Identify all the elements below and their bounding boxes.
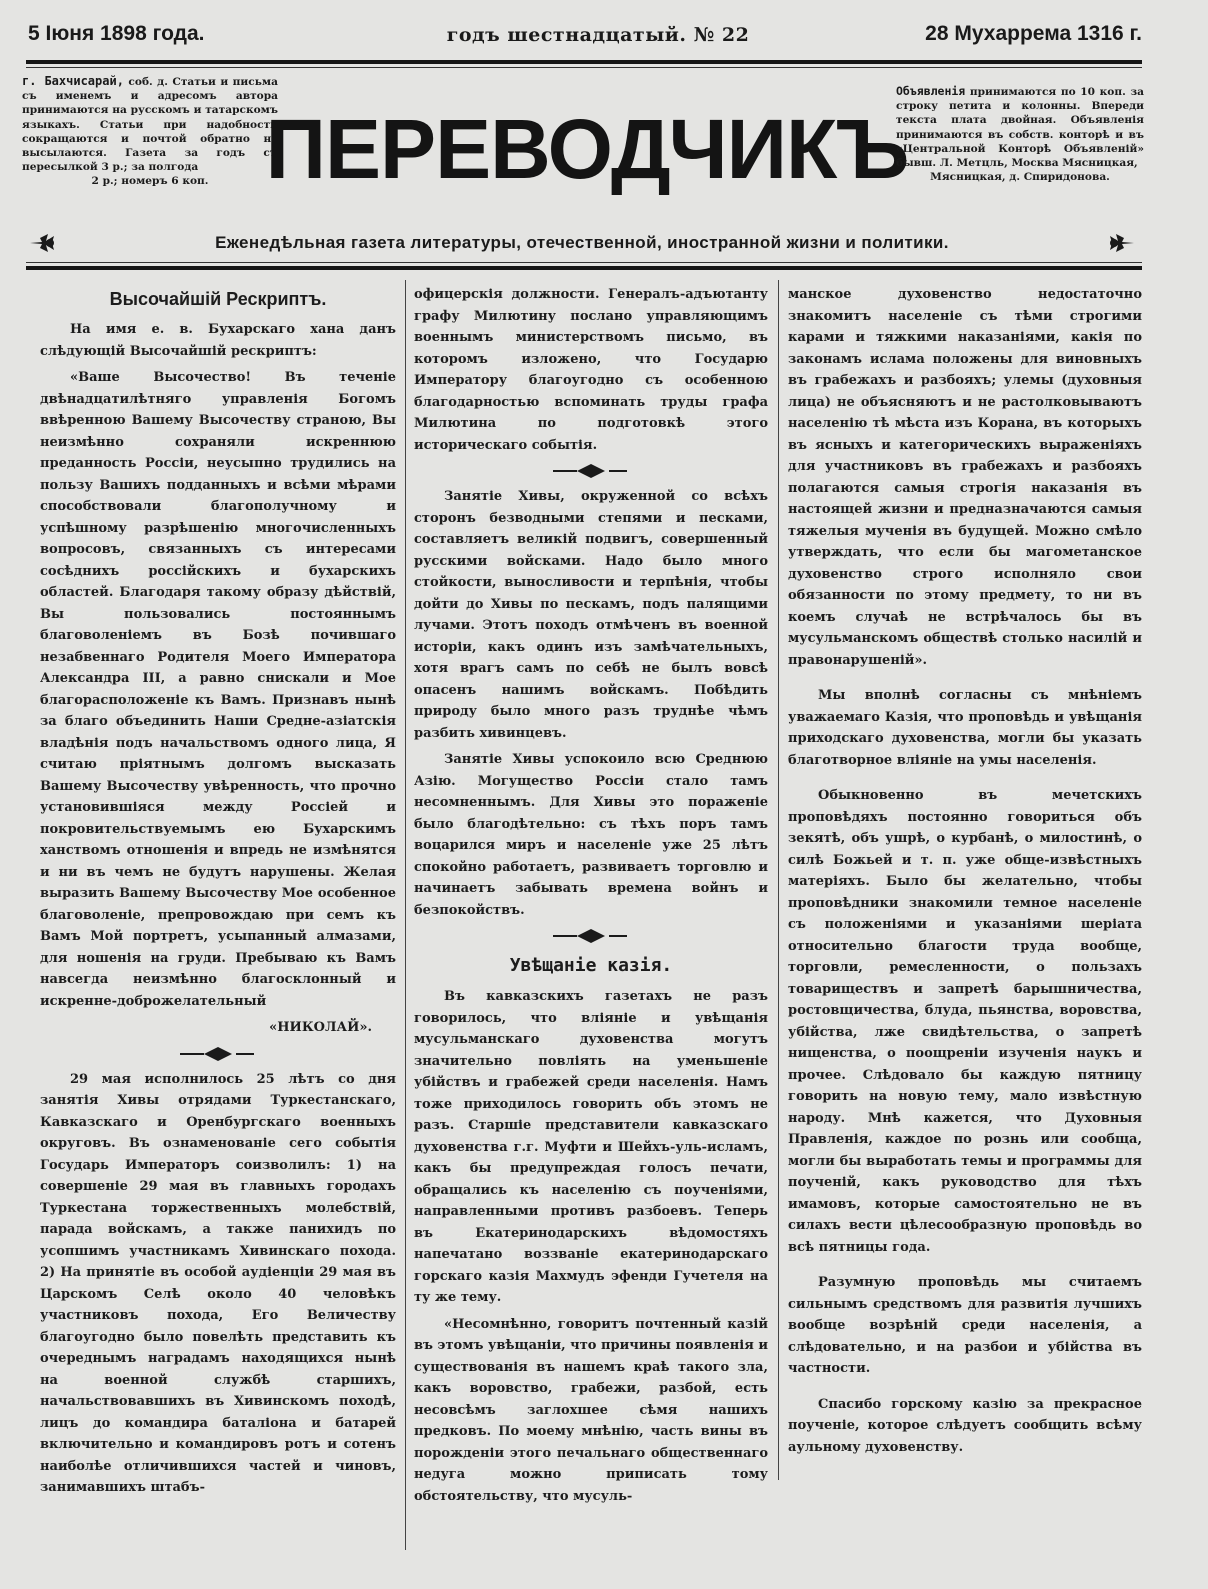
paragraph: Занятіе Хивы успокоило всю Среднюю Азію. Могущество Россіи стало тамъ несомненнымъ. Для Хивы это пораженіе было благодѣтельно: съ тѣхъ поръ тамъ воцарился миръ и населеніе уже 25 лѣтъ спокойно работаетъ, развиваетъ торговлю и начинаетъ забывать времена войнъ и безпокойствъ. [414, 752, 768, 918]
column-2 [414, 284, 768, 1507]
paragraph: Въ кавказскихъ газетахъ не разъ говорилось, что вліяніе и увѣщанія мусульманскаго духовенства могутъ значительно повліять на уменьшеніе убійствъ и грабежей среди населенія. Намъ тоже приходилось говорить объ этомъ не разъ. Старшіе представители кавказскаго духовенства г.г. Муфти и Шейхъ-уль-исламъ, какъ бы предупреждая голосъ печати, обращались къ населенію съ поученіями, направленными противъ разбоевъ. Теперь въ Екатеринодарскихъ вѣдомостяхъ напечатано воззваніе екатеринодарскаго горскаго казія Махмудъ эфенди Гучетеля на ту же тему. [414, 989, 768, 1305]
header-rule-bottom [26, 266, 1142, 270]
diamond-separator-icon [551, 461, 631, 481]
diamond-separator-icon [551, 926, 631, 946]
subtitle-text: Еженедѣльная газета литературы, отечественной, иностранной жизни и политики. [215, 233, 949, 252]
paragraph: 29 мая исполнилось 25 лѣтъ со дня занятія Хивы отрядами Туркестанскаго, Кавказскаго и Оренбургскаго военныхъ округовъ. Въ ознаменованіе сего событія Государь Императоръ соизволилъ: 1) на совершеніе 29 мая въ главныхъ городахъ Туркестана торжественныхъ молебствій, парада войскамъ, а также панихидъ по усопшимъ участникамъ Хивинскаго похода. 2) На принятіе въ особой аудіенціи 29 мая въ Царскомъ Селѣ около 40 человѣкъ участниковъ похода, Его Величеству благоугодно было повелѣть представить къ очереднымъ наградамъ находящихся нынѣ на военной службѣ старшихъ, начальствовавшихъ въ Хивинскомъ походѣ, лицъ до командира баталіона и батарей включительно и командировъ ротъ и сотенъ наиболѣе отличившихся частей и чиновъ, занимавшихъ штабъ- [40, 1071, 396, 1495]
paragraph: Обыкновенно въ мечетскихъ проповѣдяхъ постоянно говориться объ зекятѣ, объ ушрѣ, о курбанѣ, о милостинѣ, о силѣ Божьей и т. п. уже обще-извѣстныхъ матеріяхъ. Было бы желательно, чтобы проповѣдники знакомили темное населеніе съ положеніями и указаніями шеріата относительно благости труда вообще, торговли, ремесленности, о пользахъ товариществъ и запретѣ барышничества, ростовщичества, блуда, пьянства, воровства, убійства, лже свидѣтельства, о запретѣ нищенства, о поощреніи изученія наукъ и прочее. Слѣдовало бы каждую пятницу говорить на новую тему, мало извѣстную народу. Мнѣ кажется, что Духовныя Правленія, каждое по рознь или сообща, могли бы выработать темы и программы для поученій, какъ руководство для тѣхъ имамовъ, которые самостоятельно не въ силахъ вести цѣлесообразную проповѣдь во всѣ пятницы года. [788, 788, 1142, 1255]
paragraph: офицерскія должности. Генералъ-адъютанту графу Милютину послано управляющимъ военнымъ министерствомъ письмо, въ которомъ изложено, что Государю Императору благоугодно съ особенною благодарностью вспоминать труды графа Милютина по подготовкѣ этого историческаго событія. [414, 287, 768, 453]
subscription-city: г. Бахчисарай, [22, 74, 124, 88]
column-3 [788, 284, 1142, 1458]
diamond-separator-icon [178, 1044, 258, 1064]
advertising-address: Мясницкая, д. Спиридонова. [930, 171, 1110, 184]
subscription-price: 2 р.; номеръ 6 коп. [91, 175, 209, 188]
paragraph: «Несомнѣнно, говоритъ почтенный казій въ этомъ увѣщаніи, что причины появленія и существованія въ нашемъ краѣ такого зла, какъ воровство, грабежи, разбой, есть несовсѣмъ заглохшее сѣмя нашихъ предковъ. По моему мнѣнію, часть вины въ порожденіи этого печальнаго общественнаго недуга можно приписать тому обстоятельству, что мусуль- [414, 1316, 768, 1504]
header-rule-top [26, 60, 1142, 64]
ornament-right-icon [1102, 230, 1136, 256]
subscription-text: соб. д. Статьи и письма съ именемъ и адресомъ автора принимаются на русскомъ и татарскомъ языкахъ. Статьи при надобности сокращаются и почтой обратно не высылаются. Газета за годъ съ пересылкой 3 р.; за полгода [22, 76, 278, 174]
advertising-info [896, 84, 1144, 184]
subscription-info [22, 74, 278, 189]
column-divider-1 [405, 280, 406, 1550]
subtitle-bar [26, 230, 1142, 260]
article-title-kazi: Увѣщаніе казія. [509, 955, 673, 976]
paragraph: Разумную проповѣдь мы считаемъ сильнымъ средствомъ для развитія лучшихъ вообще возрѣній среди населенія, а слѣдовательно, и на разбои и убійства въ частности. [788, 1275, 1142, 1376]
advertising-lead: Объявленія [896, 84, 966, 98]
article-title-rescript: Высочайшій Рескриптъ. [109, 289, 327, 309]
section-separator [40, 1039, 396, 1069]
section-separator [414, 456, 768, 486]
signature: «НИКОЛАЙ». [269, 1020, 372, 1035]
issue-year-number: годъ шестнадцатый. № 22 [446, 24, 750, 46]
column-divider-2 [778, 280, 779, 1480]
header-rule-bottom-thin [26, 262, 1142, 263]
paragraph: «Ваше Высочество! Въ теченіе двѣнадцатилѣтняго управленія Богомъ ввѣренною Вашему Высочеству страною, Вы неизмѣнно сохраняли искреннюю преданность Россіи, неусыпно трудились на пользу Вашихъ подданныхъ и всѣми мѣрами способствовали благополучному и успѣшному разрѣшенію многочисленныхъ вопросовъ, связанныхъ съ интересами сосѣднихъ россійскихъ и бухарскихъ областей. Благодаря такому образу дѣйствій, Вы пользовались постояннымъ благоволеніемъ въ Бозѣ почившаго незабвеннаго Родителя Моего Императора Александра III, а равно снискали и Мое благорасположеніе къ Вамъ. Признавъ нынѣ за благо объединить Наши Средне-азіатскія владѣнія подъ начальствомъ одного лица, Я считаю пріятнымъ долгомъ высказать Вашему Высочеству увѣренность, что прочно установившіяся между Россіей и покровительствуемымъ ею Бухарскимъ ханствомъ отношенія и впредь не измѣнятся и ни въ чемъ не будутъ нарушены. Желая выразить Вашему Высочеству Мое особенное благоволеніе, препровождаю при семъ къ Вамъ Мой портретъ, усыпанный алмазами, для ношенія на груди. Пребываю къ Вамъ навсегда неизмѣнно благосклонный и искренне-доброжелательный [40, 370, 396, 1009]
column-1 [40, 284, 396, 1499]
header-rule-top-thin [26, 67, 1142, 68]
paragraph: На имя е. в. Бухарскаго хана данъ слѣдующій Высочайшій рескриптъ: [40, 322, 396, 359]
issue-date-gregorian: 5 Іюня 1898 года. [28, 22, 205, 45]
issue-date-hijri: 28 Мухаррема 1316 г. [925, 22, 1142, 45]
paragraph: Мы вполнѣ согласны съ мнѣніемъ уважаемаго Казія, что проповѣдь и увѣщанія приходскаго духовенства, могли бы указать благотворное вліяніе на умы населенія. [788, 688, 1142, 768]
masthead-title: ПЕРЕВОДЧИКЪ [265, 102, 909, 196]
paragraph: Занятіе Хивы, окруженной со всѣхъ сторонъ безводными степями и песками, составляетъ великій подвигъ, совершенный русскими войсками. Надо было много стойкости, выносливости и терпѣнія, чтобы дойти до Хивы по пескамъ, подъ палящими лучами. Этотъ походъ отмѣченъ въ военной исторіи, какъ одинъ изъ замѣчательныхъ, хотя врагъ самъ по себѣ не былъ вовсѣ опасенъ нашимъ войскамъ. Побѣдить природу было много разъ труднѣе чѣмъ разбить хивинцевъ. [414, 489, 768, 741]
paragraph: Спасибо горскому казію за прекрасное поученіе, которое слѣдуетъ сообщить всѣму аульному духовенству. [788, 1396, 1142, 1455]
masthead [265, 76, 909, 222]
paragraph: манское духовенство недостаточно знакомитъ населеніе съ тѣми строгими карами и тяжкими наказаніями, какія по законамъ ислама положены для виновныхъ въ грабежахъ и разбояхъ; улемы (духовныя лица) не объясняютъ и не растолковываютъ населенію тѣ мѣста изъ Корана, въ которыхъ въ ясныхъ и категорическихъ выраженіяхъ для участниковъ въ грабежахъ и разбояхъ полагаются самыя строгія наказанія въ настоящей жизни и предназначаются самыя тяжелыя мученія въ будущей. Можно смѣло утверждать, что если бы магометанское духовенство строго исполняло свои обязанности по этому предмету, то ни въ коемъ случаѣ не встрѣчалось бы въ мусульманскомъ обществѣ столько насилій и правонарушеній». [788, 287, 1142, 668]
advertising-text: принимаются по 10 коп. за строку петита и колонны. Впереди текста плата двойная. Объявленія принимаются въ собств. конторѣ и въ «Центральной Конторѣ Объявленій» бывш. Л. Метцль, Москва Мясницкая, [896, 86, 1144, 170]
dateline [28, 18, 1142, 52]
ornament-left-icon [28, 230, 62, 256]
section-separator [414, 921, 768, 951]
